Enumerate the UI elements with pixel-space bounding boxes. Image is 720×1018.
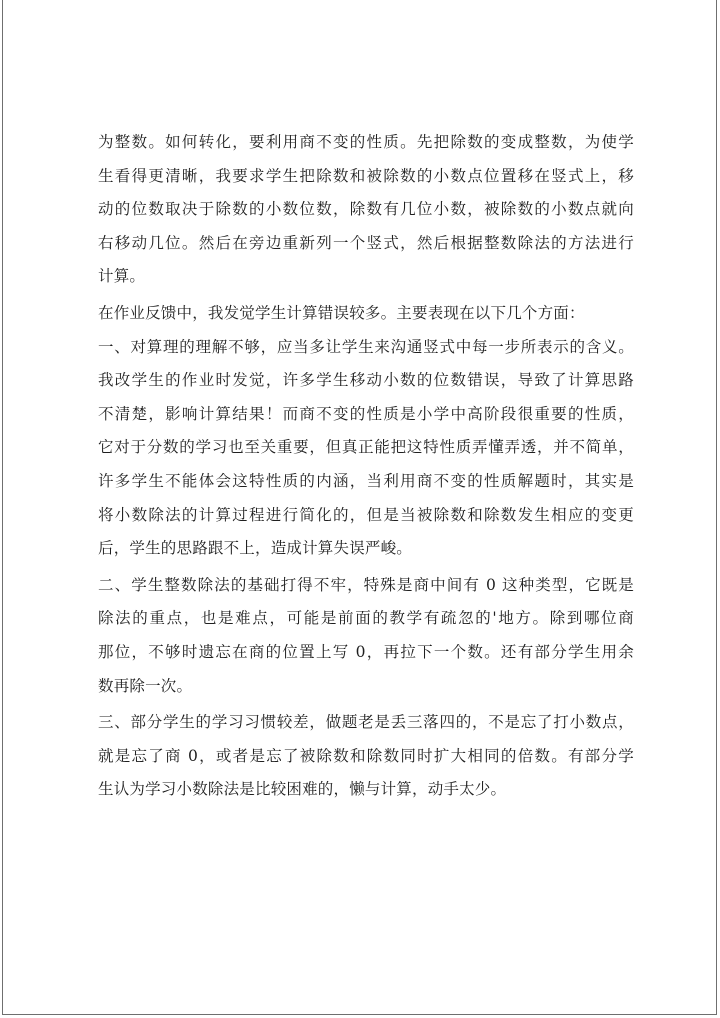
text-line: 那位，不够时遗忘在商的位置上写 0，再拉下一个数。还有部分学生用余	[98, 642, 634, 661]
text-line: 它对于分数的学习也至关重要，但真正能把这特性质弄懂弄透，并不简单，	[98, 438, 634, 457]
paragraph-point-one	[98, 331, 634, 566]
text-line: 在作业反馈中，我发觉学生计算错误较多。主要表现在以下几个方面：	[98, 303, 585, 322]
paragraph-feedback-intro	[98, 297, 634, 331]
text-line: 动的位数取决于除数的小数位数，除数有几位小数，被除数的小数点就向	[98, 200, 634, 219]
text-line: 生认为学习小数除法是比较困难的，懒与计算，动手太少。	[98, 780, 507, 799]
document-body	[98, 126, 634, 807]
paragraph-conversion	[98, 126, 634, 294]
paragraph-point-three	[98, 706, 634, 807]
text-line: 右移动几位。然后在旁边重新列一个竖式，然后根据整数除法的方法进行	[98, 233, 634, 252]
paragraph-point-two	[98, 569, 634, 703]
text-line: 将小数除法的计算过程进行简化的，但是当被除数和除数发生相应的变更	[98, 505, 634, 524]
text-line: 除法的重点，也是难点，可能是前面的教学有疏忽的'地方。除到哪位商	[98, 609, 634, 628]
text-line: 许多学生不能体会这特性质的内涵，当利用商不变的性质解题时，其实是	[98, 471, 634, 490]
text-line: 一、对算理的理解不够，应当多让学生来沟通竖式中每一步所表示的含义。	[98, 337, 634, 356]
text-line: 数再除一次。	[98, 676, 193, 695]
text-line: 我改学生的作业时发觉，许多学生移动小数的位数错误，导致了计算思路	[98, 371, 634, 390]
text-line: 二、学生整数除法的基础打得不牢，特殊是商中间有 0 这种类型，它既是	[98, 575, 634, 594]
text-line: 三、部分学生的学习习惯较差，做题老是丢三落四的，不是忘了打小数点，	[98, 713, 634, 732]
text-line: 不清楚，影响计算结果！而商不变的性质是小学中高阶段很重要的性质，	[98, 404, 634, 423]
text-line: 就是忘了商 0，或者是忘了被除数和除数同时扩大相同的倍数。有部分学	[98, 746, 634, 765]
text-line: 生看得更清晰，我要求学生把除数和被除数的小数点位置移在竖式上，移	[98, 166, 634, 185]
text-line: 为整数。如何转化，要利用商不变的性质。先把除数的变成整数，为使学	[98, 133, 634, 151]
text-line: 计算。	[98, 267, 146, 286]
text-line: 后，学生的思路跟不上，造成计算失误严峻。	[98, 539, 413, 558]
